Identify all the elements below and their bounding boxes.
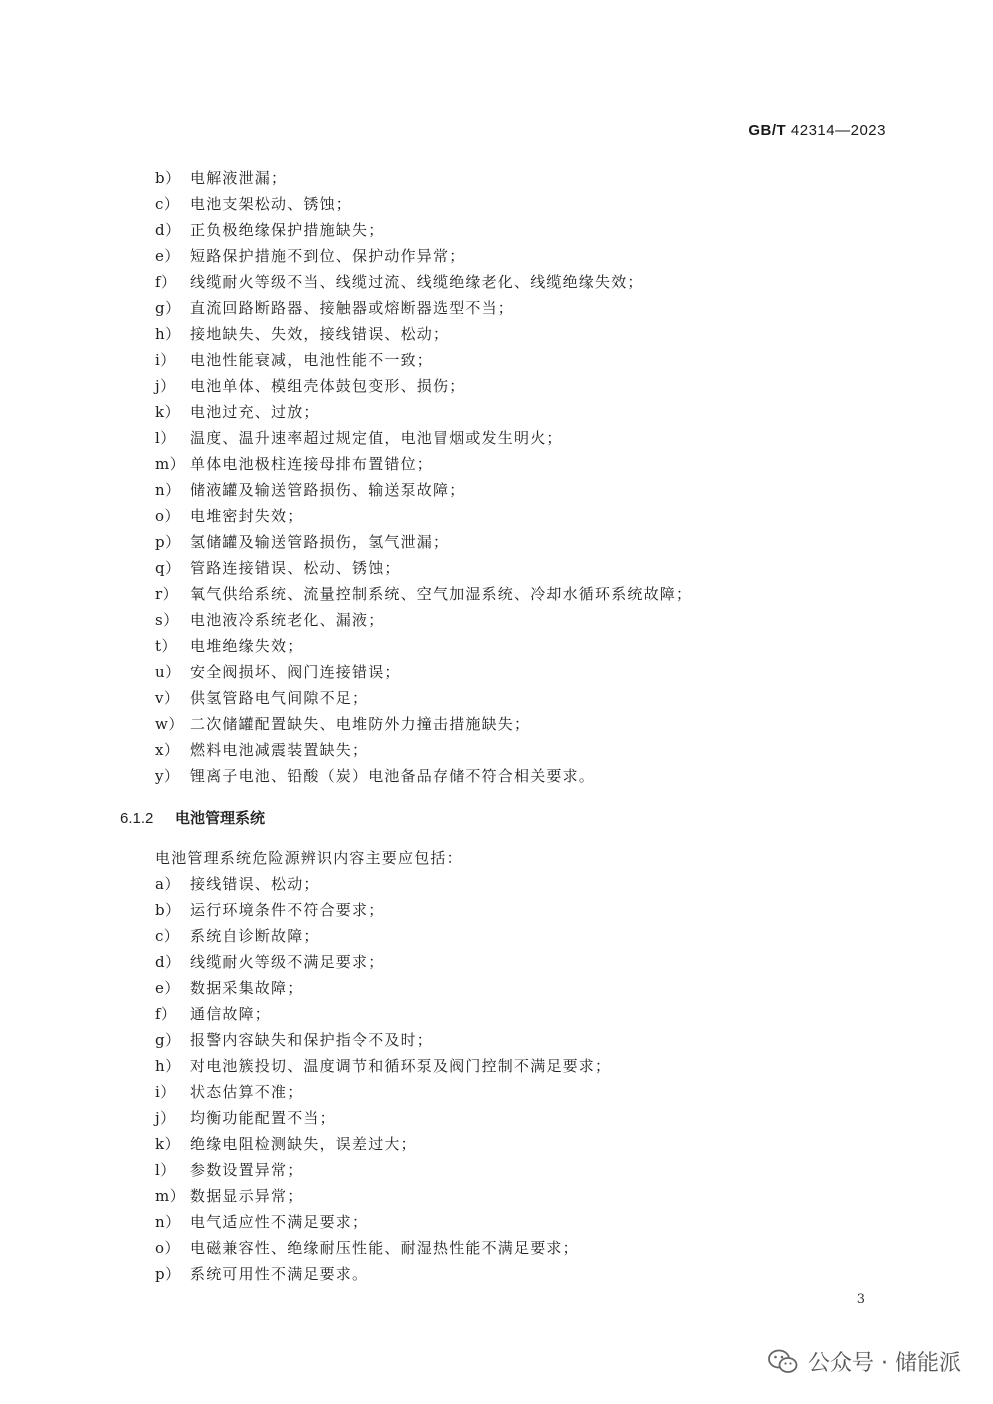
- list-item-text: 电池过充、过放；: [190, 403, 320, 421]
- list-item-text: 二次储罐配置缺失、电堆防外力撞击措施缺失；: [190, 715, 531, 733]
- list-item-text: 氢储罐及输送管路损伤，氢气泄漏；: [190, 533, 450, 551]
- section-number: 6.1.2: [120, 810, 154, 827]
- section-intro: 电池管理系统危险源辨识内容主要应包括：: [155, 849, 463, 867]
- list-item-label: h）: [155, 325, 181, 343]
- list-item: [155, 1157, 611, 1183]
- list-item-label: j）: [155, 377, 176, 395]
- list-item-text: 均衡功能配置不当；: [190, 1109, 336, 1127]
- standard-code: [748, 122, 886, 139]
- list-item: [155, 1183, 611, 1209]
- list-item: [155, 763, 692, 789]
- list-item-label: p）: [155, 533, 181, 551]
- list-item-text: 接地缺失、失效，接线错误、松动；: [190, 325, 450, 343]
- list-item-label: w）: [155, 715, 184, 733]
- list-item-text: 线缆耐火等级不满足要求；: [190, 953, 385, 971]
- list-item-text: 电解液泄漏；: [190, 169, 288, 187]
- standard-code-prefix: GB/T: [748, 122, 787, 139]
- list-item-text: 单体电池极柱连接母排布置错位；: [190, 455, 434, 473]
- list-item: [155, 503, 692, 529]
- page-number: 3: [856, 1292, 865, 1307]
- watermark: [768, 1346, 961, 1377]
- list-item-text: 电堆密封失效；: [190, 507, 304, 525]
- list-item: [155, 1261, 611, 1287]
- list-item-text: 储液罐及输送管路损伤、输送泵故障；: [190, 481, 466, 499]
- list-item: [155, 685, 692, 711]
- list-item-label: v）: [155, 689, 180, 707]
- list-item-text: 参数设置异常；: [190, 1161, 304, 1179]
- list-item: [155, 949, 611, 975]
- list-item-text: 安全阀损坏、阀门连接错误；: [190, 663, 401, 681]
- list-item-text: 通信故障；: [190, 1005, 272, 1023]
- list-item: [155, 451, 692, 477]
- hazard-list-battery: [155, 165, 692, 789]
- list-item: [155, 633, 692, 659]
- list-item: [155, 607, 692, 633]
- list-item-label: g）: [155, 299, 181, 317]
- list-item-label: e）: [155, 247, 180, 265]
- list-item-label: n）: [155, 481, 181, 499]
- list-item: [155, 191, 692, 217]
- list-item-label: g）: [155, 1031, 181, 1049]
- list-item-label: t）: [155, 637, 178, 655]
- list-item: [155, 581, 692, 607]
- list-item-label: e）: [155, 979, 180, 997]
- list-item: [155, 529, 692, 555]
- list-item: [155, 347, 692, 373]
- list-item-label: p）: [155, 1265, 181, 1283]
- list-item-label: y）: [155, 767, 180, 785]
- list-item-label: n）: [155, 1213, 181, 1231]
- list-item: [155, 295, 692, 321]
- list-item: [155, 555, 692, 581]
- list-item-text: 直流回路断路器、接触器或熔断器选型不当；: [190, 299, 515, 317]
- list-item: [155, 165, 692, 191]
- list-item: [155, 659, 692, 685]
- list-item-label: d）: [155, 221, 181, 239]
- list-item-text: 氧气供给系统、流量控制系统、空气加湿系统、冷却水循环系统故障；: [190, 585, 693, 603]
- list-item: [155, 321, 692, 347]
- list-item: [155, 425, 692, 451]
- list-item-label: o）: [155, 1239, 181, 1257]
- list-item: [155, 1209, 611, 1235]
- list-item-label: u）: [155, 663, 181, 681]
- wechat-icon: [768, 1349, 798, 1375]
- list-item: [155, 477, 692, 503]
- list-item: [155, 1079, 611, 1105]
- list-item-text: 管路连接错误、松动、锈蚀；: [190, 559, 401, 577]
- list-item-label: h）: [155, 1057, 181, 1075]
- list-item: [155, 871, 611, 897]
- list-item-label: i）: [155, 1083, 176, 1101]
- list-item-text: 电气适应性不满足要求；: [190, 1213, 369, 1231]
- list-item-text: 电堆绝缘失效；: [190, 637, 304, 655]
- list-item-text: 运行环境条件不符合要求；: [190, 901, 385, 919]
- list-item: [155, 975, 611, 1001]
- list-item: [155, 737, 692, 763]
- list-item-label: a）: [155, 875, 180, 893]
- list-item: [155, 1131, 611, 1157]
- watermark-text: 公众号 · 储能派: [808, 1351, 961, 1376]
- list-item-label: c）: [155, 927, 180, 945]
- list-item-label: m）: [155, 1187, 186, 1205]
- list-item-label: l）: [155, 429, 176, 447]
- list-item-text: 线缆耐火等级不当、线缆过流、线缆绝缘老化、线缆绝缘失效；: [190, 273, 644, 291]
- list-item-text: 正负极绝缘保护措施缺失；: [190, 221, 385, 239]
- list-item-label: f）: [155, 273, 177, 291]
- list-item-label: l）: [155, 1161, 176, 1179]
- list-item-text: 系统可用性不满足要求。: [190, 1265, 369, 1283]
- list-item-label: b）: [155, 901, 181, 919]
- standard-code-number: 42314—2023: [790, 122, 886, 139]
- list-item-label: c）: [155, 195, 180, 213]
- list-item: [155, 217, 692, 243]
- list-item-text: 数据显示异常；: [190, 1187, 304, 1205]
- list-item: [155, 1105, 611, 1131]
- list-item-label: b）: [155, 169, 181, 187]
- list-item: [155, 897, 611, 923]
- list-item-text: 短路保护措施不到位、保护动作异常；: [190, 247, 466, 265]
- list-item: [155, 711, 692, 737]
- list-item-label: k）: [155, 1135, 181, 1153]
- list-item: [155, 243, 692, 269]
- list-item: [155, 1027, 611, 1053]
- list-item: [155, 399, 692, 425]
- list-item: [155, 373, 692, 399]
- list-item-label: i）: [155, 351, 176, 369]
- list-item-text: 燃料电池减震装置缺失；: [190, 741, 369, 759]
- list-item: [155, 923, 611, 949]
- list-item: [155, 1053, 611, 1079]
- list-item-text: 供氢管路电气间隙不足；: [190, 689, 369, 707]
- list-item-text: 系统自诊断故障；: [190, 927, 320, 945]
- list-item-text: 状态估算不准；: [190, 1083, 304, 1101]
- list-item-text: 对电池簇投切、温度调节和循环泵及阀门控制不满足要求；: [190, 1057, 612, 1075]
- list-item-label: f）: [155, 1005, 177, 1023]
- list-item-text: 电池液冷系统老化、漏液；: [190, 611, 385, 629]
- list-item-label: o）: [155, 507, 181, 525]
- section-title: 电池管理系统: [175, 810, 266, 827]
- list-item-text: 电磁兼容性、绝缘耐压性能、耐湿热性能不满足要求；: [190, 1239, 579, 1257]
- list-item-label: s）: [155, 611, 179, 629]
- list-item-text: 电池性能衰减，电池性能不一致；: [190, 351, 434, 369]
- list-item-text: 绝缘电阻检测缺失，误差过大；: [190, 1135, 417, 1153]
- list-item: [155, 269, 692, 295]
- list-item-text: 数据采集故障；: [190, 979, 304, 997]
- list-item-text: 锂离子电池、铅酸（炭）电池备品存储不符合相关要求。: [190, 767, 596, 785]
- list-item-text: 电池单体、模组壳体鼓包变形、损伤；: [190, 377, 466, 395]
- list-item-label: r）: [155, 585, 179, 603]
- list-item-label: x）: [155, 741, 180, 759]
- list-item: [155, 1235, 611, 1261]
- list-item-label: j）: [155, 1109, 176, 1127]
- list-item-label: d）: [155, 953, 181, 971]
- list-item-label: q）: [155, 559, 181, 577]
- list-item-text: 温度、温升速率超过规定值，电池冒烟或发生明火；: [190, 429, 563, 447]
- list-item-text: 电池支架松动、锈蚀；: [190, 195, 353, 213]
- list-item-text: 报警内容缺失和保护指令不及时；: [190, 1031, 434, 1049]
- list-item-text: 接线错误、松动；: [190, 875, 320, 893]
- list-item-label: m）: [155, 455, 186, 473]
- section-heading: [120, 806, 265, 832]
- hazard-list-bms: [155, 871, 611, 1287]
- list-item: [155, 1001, 611, 1027]
- list-item-label: k）: [155, 403, 181, 421]
